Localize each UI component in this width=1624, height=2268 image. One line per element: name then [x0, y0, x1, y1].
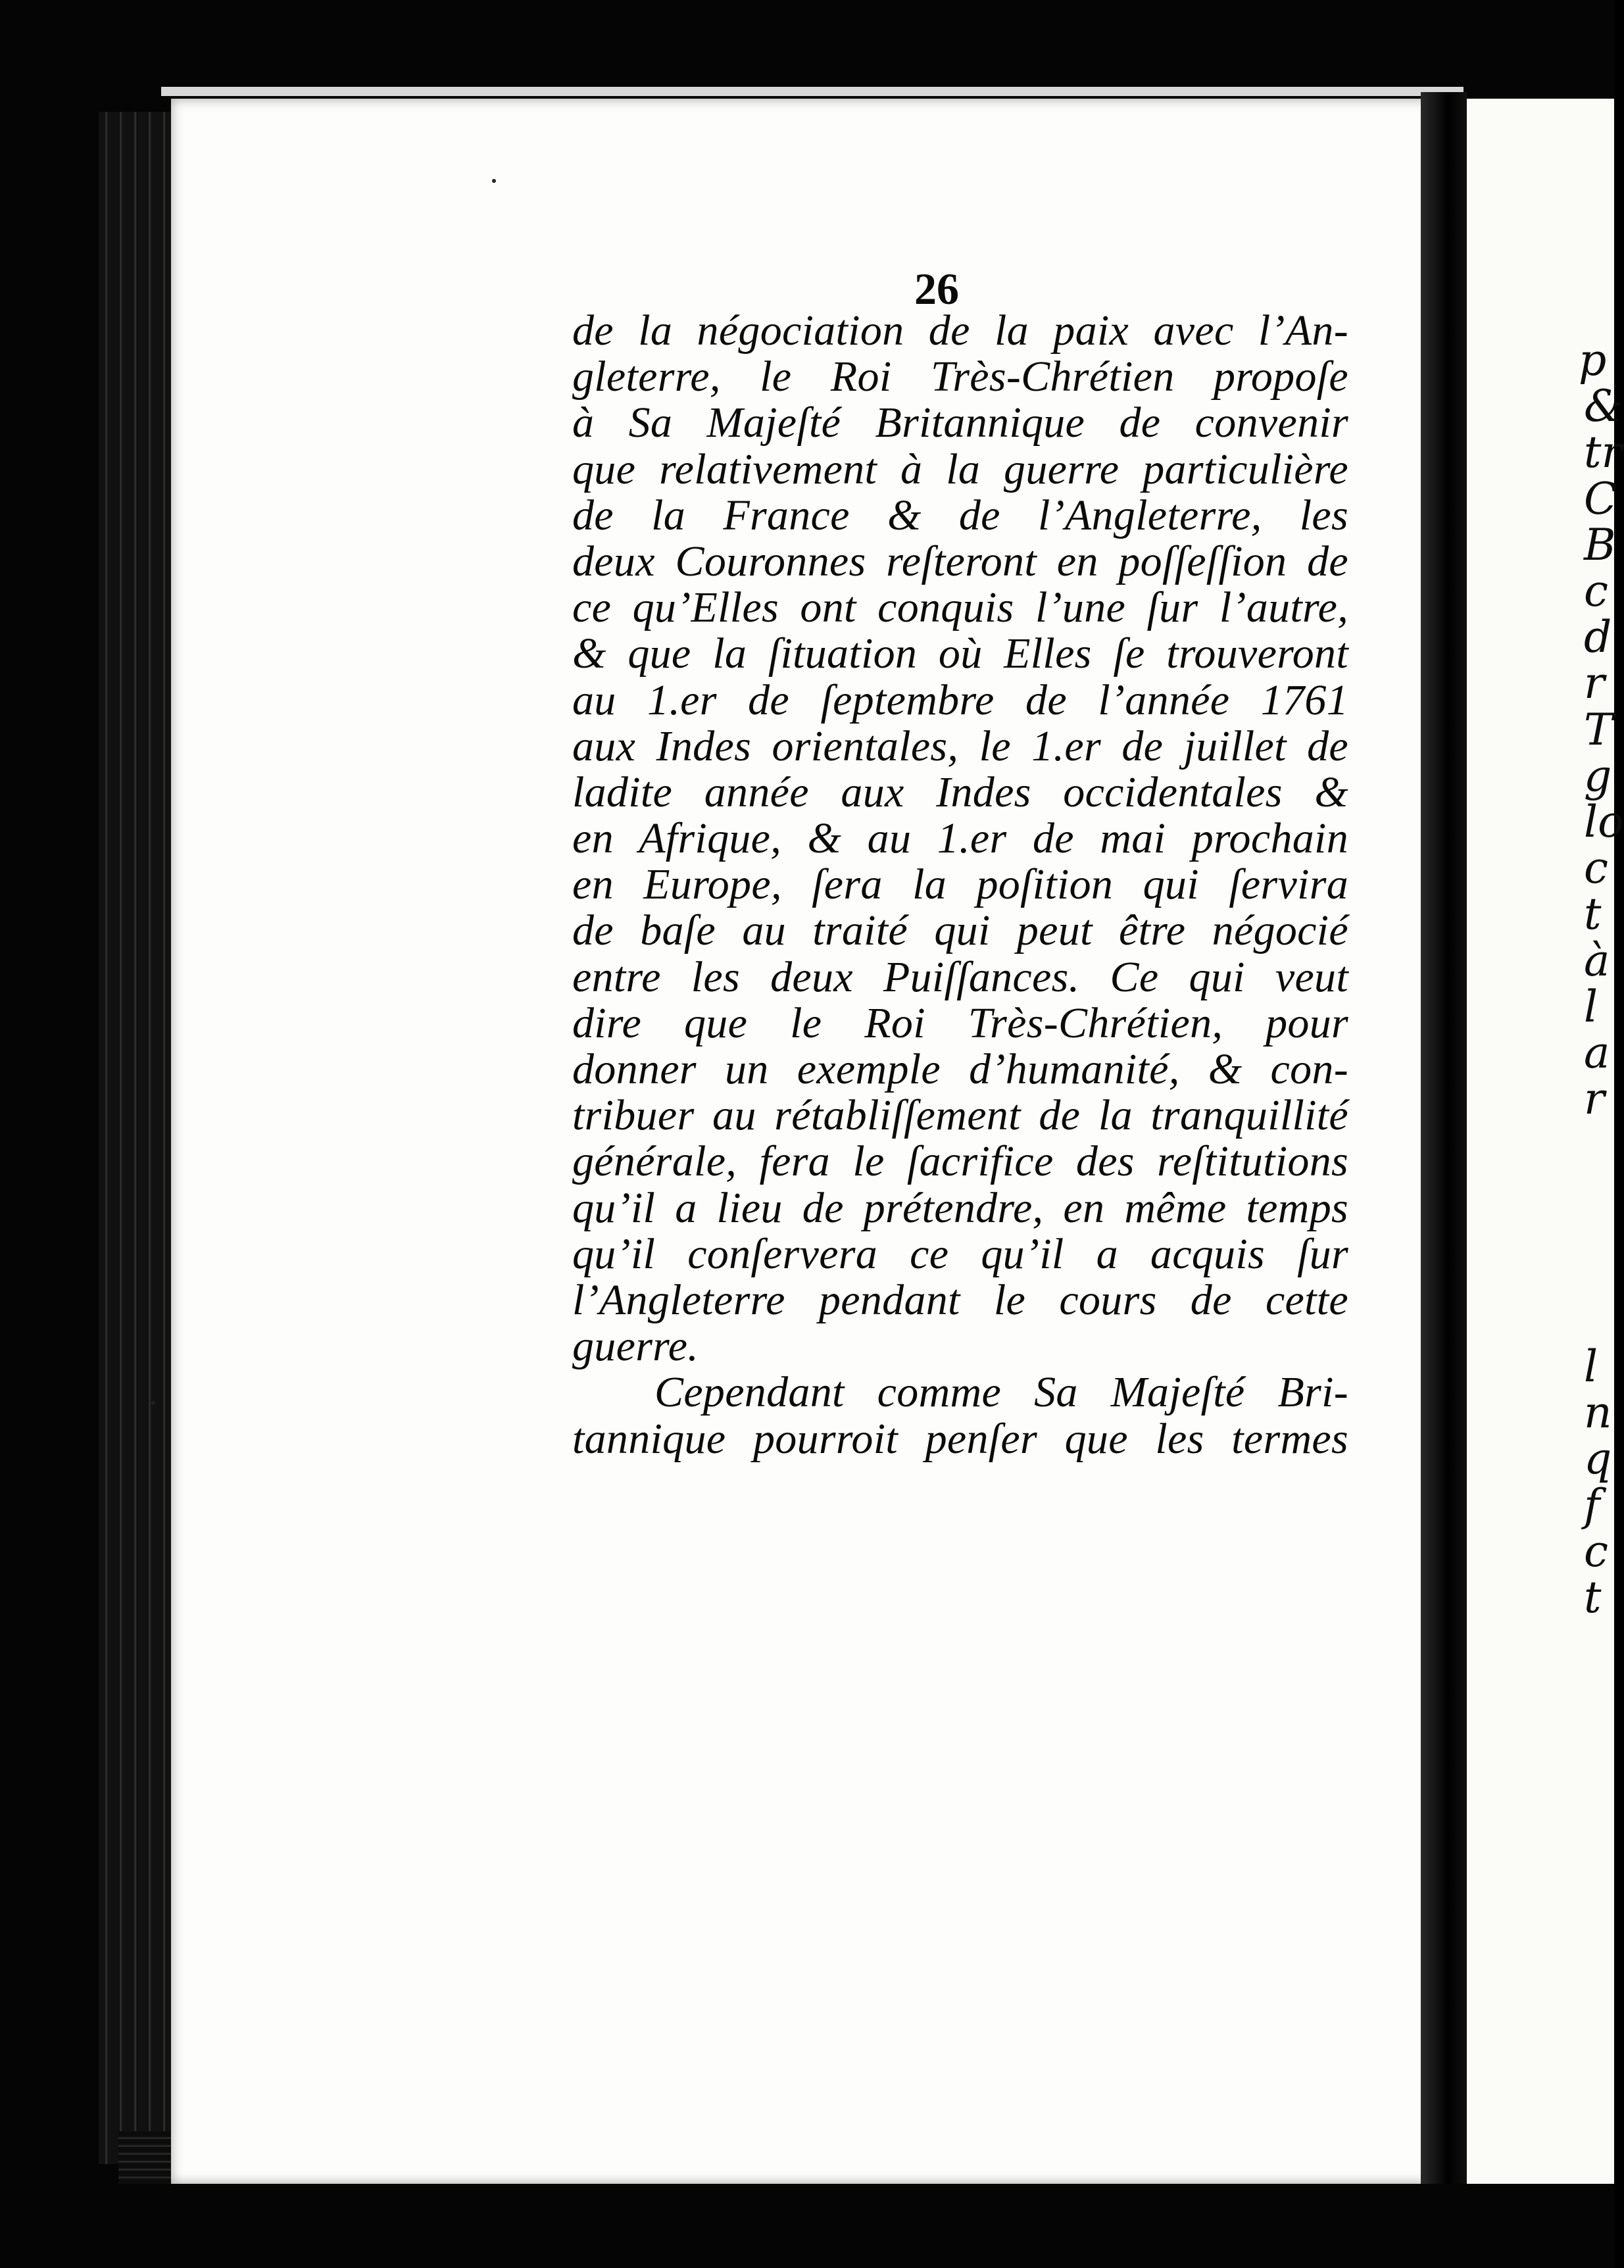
facing-text-fragment: l	[1584, 1341, 1598, 1392]
body-text	[572, 308, 1348, 1462]
text-line: à Sa Majeſté Britannique de convenir	[572, 399, 1348, 447]
speck	[492, 179, 496, 183]
text-line: Cependant comme Sa Majeſté Bri-	[654, 1368, 1348, 1417]
text-line: & que la ſituation où Elles ſe trouveront	[572, 629, 1348, 678]
facing-text-fragment: g	[1584, 750, 1612, 801]
facing-text-fragment: &	[1584, 381, 1623, 432]
facing-text-fragment: à	[1584, 935, 1610, 986]
facing-text-fragment: n	[1584, 1387, 1612, 1439]
text-line: en Europe, ſera la poſition qui ſervira	[572, 860, 1348, 909]
text-line: entre les deux Puiſſances. Ce qui veut	[572, 952, 1348, 1001]
facing-page-fragment	[1467, 99, 1624, 2184]
facing-text-fragment: r	[1584, 1073, 1605, 1125]
text-line: aux Indes orientales, le 1.er de juillet de	[572, 722, 1348, 770]
facing-text-fragment: p	[1579, 335, 1607, 385]
facing-text-fragment: q	[1584, 1433, 1612, 1485]
text-line: ce qu’Elles ont conquis l’une ſur l’autre,	[572, 583, 1348, 632]
text-line: guerre.	[572, 1322, 699, 1371]
facing-text-fragment: tr	[1584, 427, 1623, 478]
facing-text-fragment: B	[1584, 519, 1616, 570]
facing-text-fragment: d	[1584, 612, 1612, 663]
text-line: tribuer au rétabliſſement de la tranquillité	[572, 1091, 1348, 1140]
facing-text-fragment: c	[1584, 843, 1608, 894]
text-line: générale, fera le ſacrifice des reſtitutions	[572, 1137, 1348, 1186]
text-line: de la France & de l’Angleterre, les	[572, 491, 1348, 539]
text-line: en Afrique, & au 1.er de mai prochain	[572, 814, 1348, 863]
text-line: que relativement à la guerre particulière	[572, 445, 1348, 493]
text-line: donner un exemple d’humanité, & con-	[572, 1045, 1348, 1093]
facing-text-fragment: t	[1584, 1572, 1602, 1623]
text-line: deux Couronnes reſteront en poſſeſſion de	[572, 537, 1348, 585]
text-line: qu’il a lieu de prétendre, en même temps	[572, 1183, 1348, 1232]
paragraph-1	[572, 308, 1348, 1369]
book-gutter	[1421, 92, 1467, 2184]
text-line: qu’il conſervera ce qu’il a acquis ſur	[572, 1229, 1348, 1278]
text-line: gleterre, le Roi Très-Chrétien propoſe	[572, 353, 1348, 401]
text-line: de baſe au traité qui peut être négocié	[572, 906, 1348, 955]
paragraph-2	[572, 1369, 1348, 1462]
text-line: tannique pourroit penſer que les termes	[572, 1414, 1348, 1463]
facing-text-fragment: a	[1584, 1027, 1610, 1078]
facing-text-fragment: c	[1584, 566, 1608, 616]
facing-text-fragment: T	[1584, 704, 1613, 755]
page-top-edge	[161, 87, 1464, 96]
text-line: au 1.er de ſeptembre de l’année 1761	[572, 676, 1348, 724]
page-number: 26	[914, 264, 959, 314]
facing-text-fragment: t	[1584, 889, 1602, 940]
facing-text-fragment: f	[1584, 1479, 1600, 1531]
facing-text-fragment: r	[1584, 658, 1605, 709]
text-line: ladite année aux Indes occidentales &	[572, 768, 1348, 816]
facing-text-fragment: c	[1584, 1525, 1608, 1577]
text-line: de la négociation de la paix avec l’An-	[572, 307, 1348, 355]
text-line: l’Angleterre pendant le cours de cette	[572, 1275, 1348, 1324]
text-line: dire que le Roi Très-Chrétien, pour	[572, 998, 1348, 1047]
facing-text-fragment: lo	[1584, 797, 1624, 847]
speck	[151, 1401, 155, 1405]
facing-text-fragment: C	[1584, 473, 1617, 524]
facing-text-fragment: l	[1584, 981, 1598, 1032]
